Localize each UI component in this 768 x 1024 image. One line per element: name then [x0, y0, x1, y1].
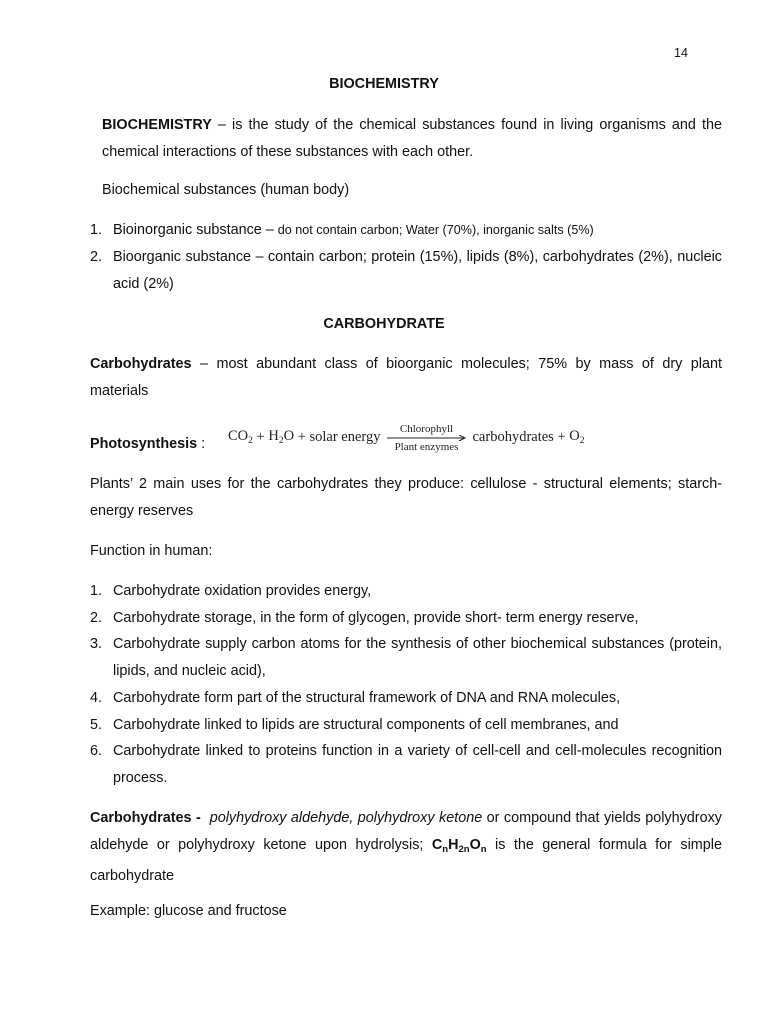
- biochemistry-definition: [102, 112, 722, 166]
- list-item: [90, 578, 722, 605]
- formula-italic: polyhydroxy aldehyde, polyhydroxy ketone: [209, 810, 483, 826]
- list-number: 3.: [90, 636, 103, 652]
- list-number: 6.: [90, 743, 103, 759]
- function-heading: Function in human:: [90, 543, 213, 559]
- list-number: 4.: [90, 690, 103, 706]
- reaction-arrow: [387, 423, 467, 453]
- list-text: Bioorganic substance – contain carbon; protein (15%), lipids (8%), carbohydrates (2%), nucleic acid (2%): [113, 249, 722, 292]
- eq-plus: +: [252, 428, 269, 445]
- arrow-top-label: Chlorophyll: [399, 423, 454, 435]
- eq-co2: $CO_2$: [228, 428, 253, 446]
- list-item: [90, 712, 722, 739]
- eq-plus: +: [553, 428, 570, 445]
- eq-carbohydrates: carbohydrates: [472, 428, 554, 445]
- eq-solar-energy: + solar energy: [294, 428, 381, 445]
- list-text: Bioinorganic substance –: [113, 222, 278, 238]
- list-text: Carbohydrate oxidation provides energy,: [113, 583, 372, 599]
- carb-text: – most abundant class of bioorganic molecules; 75% by mass of dry plant materials: [90, 356, 722, 399]
- eq-h2o: $H_2O$: [268, 428, 295, 446]
- list-detail: do not contain carbon; Water (70%), inorganic salts (5%): [277, 223, 594, 237]
- formula-text: is the general formula for simple carbohydrate: [90, 837, 722, 884]
- photosynthesis-colon: :: [197, 436, 206, 452]
- list-number: 1.: [90, 583, 103, 599]
- list-text: Carbohydrate linked to proteins function in a variety of cell-cell and cell-molecules recognition process.: [113, 743, 722, 786]
- example-text: Example: glucose and fructose: [90, 903, 287, 919]
- substances-heading: Biochemical substances (human body): [102, 182, 350, 198]
- list-number: 1.: [90, 222, 103, 238]
- list-item: [90, 217, 722, 244]
- carb-term: Carbohydrates: [90, 356, 192, 372]
- list-number: 2.: [90, 610, 103, 626]
- list-item: [90, 605, 722, 632]
- list-text: Carbohydrate supply carbon atoms for the synthesis of other biochemical substances (protein, lipids, and nucleic acid),: [113, 636, 722, 679]
- page-title: BIOCHEMISTRY: [329, 76, 439, 92]
- plants-uses: Plants’ 2 main uses for the carbohydrates they produce: cellulose - structural elements; starch-energy reserves: [90, 476, 722, 519]
- page-number: 14: [674, 46, 688, 60]
- list-item: [90, 685, 722, 712]
- list-text: Carbohydrate form part of the structural framework of DNA and RNA molecules,: [113, 690, 621, 706]
- carbohydrates-definition: [90, 351, 722, 405]
- formula-term: Carbohydrates -: [90, 810, 201, 826]
- section-title: CARBOHYDRATE: [323, 316, 445, 332]
- eq-o2: $O_2$: [569, 428, 585, 446]
- formula-text: or compound that yields polyhydroxy aldehyde or polyhydroxy ketone upon hydrolysis;: [90, 810, 722, 853]
- photosynthesis-term: Photosynthesis: [90, 436, 198, 452]
- list-number: 5.: [90, 717, 103, 733]
- photosynthesis-equation: [228, 422, 585, 452]
- list-item: [90, 738, 722, 792]
- general-formula: $C_nH_{2n}O_n$: [431, 837, 487, 855]
- list-item: [90, 631, 722, 685]
- definition-text: – is the study of the chemical substances found in living organisms and the chemical interactions of these substances with each other.: [102, 117, 722, 160]
- list-text: Carbohydrate storage, in the form of glycogen, provide short- term energy reserve,: [113, 610, 639, 626]
- list-text: Carbohydrate linked to lipids are structural components of cell membranes, and: [113, 717, 619, 733]
- arrow-bottom-label: Plant enzymes: [394, 441, 459, 453]
- carbohydrates-formula-definition: [90, 805, 722, 890]
- list-item: [90, 244, 722, 298]
- list-number: 2.: [90, 249, 103, 265]
- definition-term: BIOCHEMISTRY: [102, 117, 212, 133]
- photosynthesis-label: [90, 431, 205, 458]
